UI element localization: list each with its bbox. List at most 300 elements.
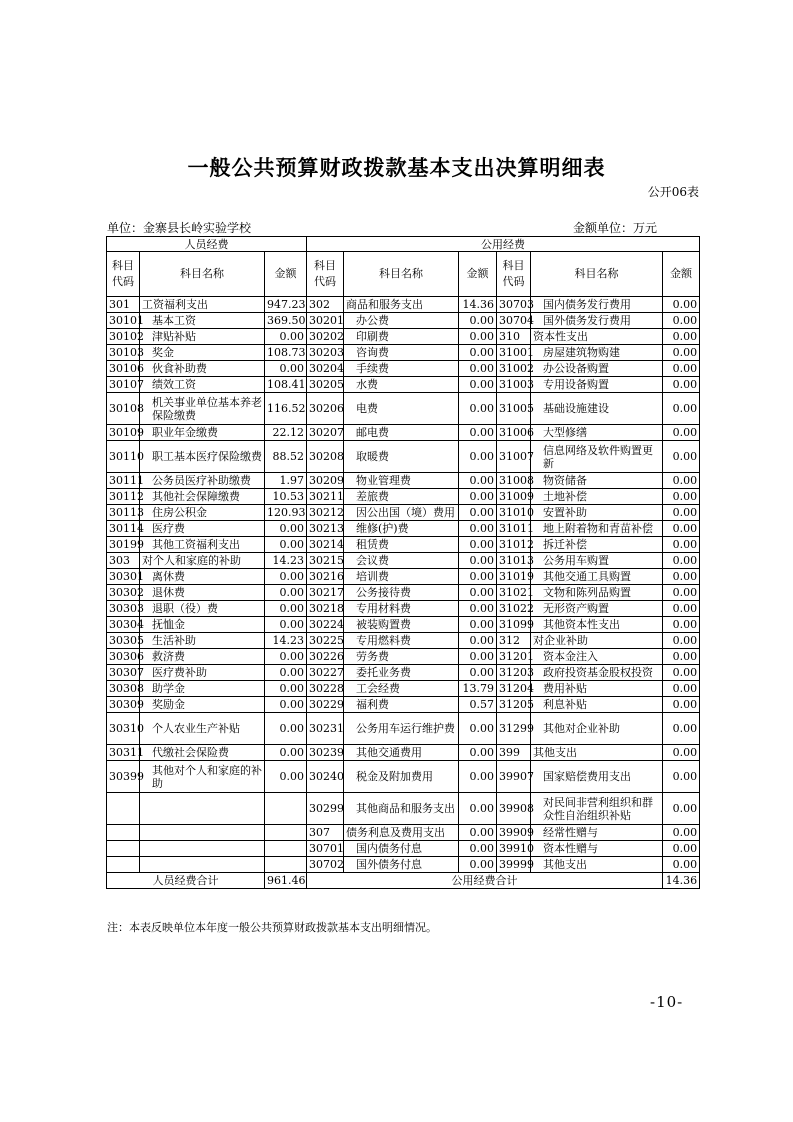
subject-code: 30229 <box>307 697 344 713</box>
table-row <box>107 489 700 505</box>
amount: 0.00 <box>663 745 700 761</box>
subject-name: 信息网络及软件购置更新 <box>531 441 663 473</box>
table-row <box>107 633 700 649</box>
amount: 0.00 <box>459 313 497 329</box>
subject-name: 基础设施建设 <box>531 393 663 425</box>
amount: 0.00 <box>265 649 307 665</box>
subject-name: 抚恤金 <box>140 617 265 633</box>
subject-name: 医疗费 <box>140 521 265 537</box>
subject-code: 31003 <box>497 377 531 393</box>
amount: 0.00 <box>265 745 307 761</box>
amount: 0.00 <box>663 841 700 857</box>
amount: 0.00 <box>459 425 497 441</box>
subject-name: 国外债务付息 <box>344 857 459 873</box>
subject-code: 31021 <box>497 585 531 601</box>
header-name: 科目名称 <box>344 252 459 297</box>
subject-name: 劳务费 <box>344 649 459 665</box>
subject-code: 30113 <box>107 505 140 521</box>
table-row <box>107 745 700 761</box>
subject-code: 39907 <box>497 761 531 793</box>
amount: 0.00 <box>265 681 307 697</box>
amount: 0.00 <box>459 841 497 857</box>
amount: 0.00 <box>265 601 307 617</box>
subject-code: 30303 <box>107 601 140 617</box>
subject-name: 专用燃料费 <box>344 633 459 649</box>
subject-name: 职工基本医疗保险缴费 <box>140 441 265 473</box>
table-row <box>107 681 700 697</box>
subject-name: 对个人和家庭的补助 <box>140 553 265 569</box>
amount: 0.00 <box>663 569 700 585</box>
amount: 14.23 <box>265 633 307 649</box>
subject-code: 31010 <box>497 505 531 521</box>
table-row <box>107 329 700 345</box>
amount: 0.00 <box>459 857 497 873</box>
header-code: 科目代码 <box>497 252 531 297</box>
subject-code: 30299 <box>307 793 344 825</box>
amount: 0.00 <box>459 793 497 825</box>
amount: 0.00 <box>663 793 700 825</box>
subject-code: 30108 <box>107 393 140 425</box>
amount: 0.00 <box>663 825 700 841</box>
subject-code: 31099 <box>497 617 531 633</box>
amount: 116.52 <box>265 393 307 425</box>
amount: 0.00 <box>663 313 700 329</box>
subject-name: 其他支出 <box>531 745 663 761</box>
amount: 0.00 <box>265 537 307 553</box>
table-row <box>107 713 700 745</box>
subject-name <box>140 841 265 857</box>
subject-code: 30211 <box>307 489 344 505</box>
amount: 0.00 <box>459 345 497 361</box>
amount: 0.00 <box>459 649 497 665</box>
table-row <box>107 761 700 793</box>
table-row <box>107 585 700 601</box>
amount: 0.00 <box>663 681 700 697</box>
public-total-value: 14.36 <box>663 873 700 889</box>
amount: 0.00 <box>459 585 497 601</box>
amount: 0.00 <box>663 297 700 313</box>
amount: 0.00 <box>663 473 700 489</box>
amount: 14.36 <box>459 297 497 313</box>
amount: 0.00 <box>459 505 497 521</box>
amount: 0.00 <box>663 345 700 361</box>
amount: 0.00 <box>663 489 700 505</box>
amount: 0.00 <box>663 521 700 537</box>
personnel-total-label: 人员经费合计 <box>107 873 265 889</box>
subject-name: 离休费 <box>140 569 265 585</box>
subject-name: 伙食补助费 <box>140 361 265 377</box>
amount: 0.00 <box>663 537 700 553</box>
amount: 1.97 <box>265 473 307 489</box>
subject-name: 印刷费 <box>344 329 459 345</box>
amount: 0.00 <box>459 537 497 553</box>
subject-name: 其他社会保障缴费 <box>140 489 265 505</box>
subject-code: 30704 <box>497 313 531 329</box>
subject-name: 专用材料费 <box>344 601 459 617</box>
table-row <box>107 345 700 361</box>
subject-name: 代缴社会保险费 <box>140 745 265 761</box>
amount: 0.00 <box>459 377 497 393</box>
subject-name: 工会经费 <box>344 681 459 697</box>
amount <box>265 841 307 857</box>
subject-code: 30702 <box>307 857 344 873</box>
subject-name: 培训费 <box>344 569 459 585</box>
amount: 0.00 <box>459 393 497 425</box>
amount: 0.00 <box>663 377 700 393</box>
subject-name: 差旅费 <box>344 489 459 505</box>
amount: 0.00 <box>265 713 307 745</box>
amount: 0.00 <box>459 761 497 793</box>
table-row <box>107 569 700 585</box>
amount: 0.00 <box>265 329 307 345</box>
subject-code: 30305 <box>107 633 140 649</box>
subject-name: 咨询费 <box>344 345 459 361</box>
amount: 0.00 <box>663 441 700 473</box>
subject-name: 其他资本性支出 <box>531 617 663 633</box>
table-row <box>107 505 700 521</box>
amount: 0.00 <box>663 617 700 633</box>
subject-code: 30227 <box>307 665 344 681</box>
subject-code <box>107 841 140 857</box>
subject-code: 30204 <box>307 361 344 377</box>
header-amount: 金额 <box>459 252 497 297</box>
amount: 0.00 <box>265 521 307 537</box>
public-total-label: 公用经费合计 <box>307 873 663 889</box>
subject-code: 30199 <box>107 537 140 553</box>
subject-name: 国内债务付息 <box>344 841 459 857</box>
header-name: 科目名称 <box>531 252 663 297</box>
amount: 0.00 <box>459 441 497 473</box>
amount: 0.00 <box>459 713 497 745</box>
subject-code: 301 <box>107 297 140 313</box>
amount: 0.00 <box>459 489 497 505</box>
subject-name: 国内债务发行费用 <box>531 297 663 313</box>
subject-name: 电费 <box>344 393 459 425</box>
subject-name: 物业管理费 <box>344 473 459 489</box>
subject-code: 30228 <box>307 681 344 697</box>
subject-name: 其他交通费用 <box>344 745 459 761</box>
subject-name: 办公设备购置 <box>531 361 663 377</box>
subject-code: 31005 <box>497 393 531 425</box>
subject-code: 30209 <box>307 473 344 489</box>
subject-code: 30307 <box>107 665 140 681</box>
subject-code: 30306 <box>107 649 140 665</box>
subject-code: 30213 <box>307 521 344 537</box>
amount: 0.00 <box>265 665 307 681</box>
subject-name: 福利费 <box>344 697 459 713</box>
subject-code: 30102 <box>107 329 140 345</box>
subject-name: 奖励金 <box>140 697 265 713</box>
subject-code: 30106 <box>107 361 140 377</box>
subject-code: 30311 <box>107 745 140 761</box>
amount: 120.93 <box>265 505 307 521</box>
amount: 947.23 <box>265 297 307 313</box>
personnel-total-value: 961.46 <box>265 873 307 889</box>
amount: 0.00 <box>663 857 700 873</box>
amount: 0.00 <box>459 617 497 633</box>
subject-code: 30240 <box>307 761 344 793</box>
subject-name: 费用补贴 <box>531 681 663 697</box>
subject-code: 31012 <box>497 537 531 553</box>
subject-code: 30701 <box>307 841 344 857</box>
amount: 108.73 <box>265 345 307 361</box>
subject-name: 地上附着物和青苗补偿 <box>531 521 663 537</box>
table-row <box>107 697 700 713</box>
subject-name: 其他对个人和家庭的补助 <box>140 761 265 793</box>
amount: 0.00 <box>459 569 497 585</box>
subject-name: 手续费 <box>344 361 459 377</box>
subject-name: 资本性支出 <box>531 329 663 345</box>
subject-name: 房屋建筑物购建 <box>531 345 663 361</box>
amount: 13.79 <box>459 681 497 697</box>
unit-label: 单位：金寨县长岭实验学校 <box>107 221 252 235</box>
subject-code: 30109 <box>107 425 140 441</box>
subject-code: 30201 <box>307 313 344 329</box>
table-row <box>107 537 700 553</box>
amount: 0.00 <box>265 697 307 713</box>
subject-name: 因公出国（境）费用 <box>344 505 459 521</box>
amount: 0.00 <box>265 569 307 585</box>
amount: 0.00 <box>459 361 497 377</box>
subject-name: 公务接待费 <box>344 585 459 601</box>
subject-name: 邮电费 <box>344 425 459 441</box>
header-code: 科目代码 <box>307 252 344 297</box>
subject-code: 30114 <box>107 521 140 537</box>
subject-code: 30112 <box>107 489 140 505</box>
amount: 0.00 <box>459 473 497 489</box>
subject-name: 土地补偿 <box>531 489 663 505</box>
subject-name: 税金及附加费用 <box>344 761 459 793</box>
amount: 0.00 <box>663 425 700 441</box>
amount: 0.00 <box>459 521 497 537</box>
amount: 369.50 <box>265 313 307 329</box>
subject-name: 退职（役）费 <box>140 601 265 617</box>
amount: 0.00 <box>663 505 700 521</box>
table-row <box>107 601 700 617</box>
section-personnel: 人员经费 <box>107 237 307 252</box>
subject-code: 31002 <box>497 361 531 377</box>
subject-code: 39909 <box>497 825 531 841</box>
subject-name: 其他交通工具购置 <box>531 569 663 585</box>
subject-name <box>140 825 265 841</box>
subject-code: 312 <box>497 633 531 649</box>
subject-name: 资本性赠与 <box>531 841 663 857</box>
amount: 10.53 <box>265 489 307 505</box>
subject-name: 工资福利支出 <box>140 297 265 313</box>
subject-name <box>140 857 265 873</box>
subject-name: 公务用车运行维护费 <box>344 713 459 745</box>
table-row <box>107 665 700 681</box>
amount: 0.00 <box>265 761 307 793</box>
table-row <box>107 617 700 633</box>
subject-code: 30226 <box>307 649 344 665</box>
subject-name: 公务用车购置 <box>531 553 663 569</box>
subject-code: 31013 <box>497 553 531 569</box>
amount: 22.12 <box>265 425 307 441</box>
amount: 0.00 <box>663 697 700 713</box>
subject-code: 39999 <box>497 857 531 873</box>
subject-name: 其他对企业补助 <box>531 713 663 745</box>
subject-code <box>107 825 140 841</box>
amount: 0.00 <box>663 713 700 745</box>
subject-code: 30208 <box>307 441 344 473</box>
table-row <box>107 297 700 313</box>
subject-name: 救济费 <box>140 649 265 665</box>
table-row <box>107 521 700 537</box>
subject-name: 公务员医疗补助缴费 <box>140 473 265 489</box>
subject-name: 个人农业生产补贴 <box>140 713 265 745</box>
subject-name: 职业年金缴费 <box>140 425 265 441</box>
subject-code: 31007 <box>497 441 531 473</box>
subject-code: 30215 <box>307 553 344 569</box>
subject-code: 30399 <box>107 761 140 793</box>
subject-code: 399 <box>497 745 531 761</box>
amount: 14.23 <box>265 553 307 569</box>
subject-name: 被装购置费 <box>344 617 459 633</box>
amount: 0.00 <box>459 633 497 649</box>
amount: 0.00 <box>459 553 497 569</box>
subject-code: 30212 <box>307 505 344 521</box>
subject-code: 30111 <box>107 473 140 489</box>
subject-code: 30107 <box>107 377 140 393</box>
header-amount: 金额 <box>663 252 700 297</box>
amount: 0.57 <box>459 697 497 713</box>
subject-code: 30214 <box>307 537 344 553</box>
subject-name: 大型修缮 <box>531 425 663 441</box>
amount: 0.00 <box>459 745 497 761</box>
amount: 0.00 <box>663 649 700 665</box>
subject-code <box>107 793 140 825</box>
subject-name: 医疗费补助 <box>140 665 265 681</box>
subject-code: 31011 <box>497 521 531 537</box>
amount: 0.00 <box>663 361 700 377</box>
subject-name: 奖金 <box>140 345 265 361</box>
subject-code: 30110 <box>107 441 140 473</box>
subject-name: 退休费 <box>140 585 265 601</box>
subject-code: 30205 <box>307 377 344 393</box>
table-row <box>107 841 700 857</box>
subject-name: 对企业补助 <box>531 633 663 649</box>
subject-name: 住房公积金 <box>140 505 265 521</box>
subject-code: 39908 <box>497 793 531 825</box>
subject-code: 30231 <box>307 713 344 745</box>
subject-name: 机关事业单位基本养老保险缴费 <box>140 393 265 425</box>
subject-name: 会议费 <box>344 553 459 569</box>
subject-code: 30101 <box>107 313 140 329</box>
subject-code: 31022 <box>497 601 531 617</box>
subject-code: 30239 <box>307 745 344 761</box>
subject-code: 30301 <box>107 569 140 585</box>
subject-name: 津贴补贴 <box>140 329 265 345</box>
table-row <box>107 393 700 425</box>
subject-name: 委托业务费 <box>344 665 459 681</box>
amount: 0.00 <box>663 633 700 649</box>
subject-name: 其他工资福利支出 <box>140 537 265 553</box>
subject-code: 30202 <box>307 329 344 345</box>
subject-name: 办公费 <box>344 313 459 329</box>
amount <box>265 825 307 841</box>
subject-name: 其他商品和服务支出 <box>344 793 459 825</box>
page-number: -10- <box>650 993 684 1011</box>
subject-name: 租赁费 <box>344 537 459 553</box>
subject-code: 307 <box>307 825 344 841</box>
subject-code: 302 <box>307 297 344 313</box>
subject-code: 303 <box>107 553 140 569</box>
subject-name: 文物和陈列品购置 <box>531 585 663 601</box>
subject-code: 30217 <box>307 585 344 601</box>
subject-code: 30302 <box>107 585 140 601</box>
subject-code: 30304 <box>107 617 140 633</box>
table-row <box>107 377 700 393</box>
subject-code: 30216 <box>307 569 344 585</box>
subject-code: 30218 <box>307 601 344 617</box>
subject-code: 30308 <box>107 681 140 697</box>
subject-code: 30207 <box>307 425 344 441</box>
subject-code: 30206 <box>307 393 344 425</box>
subject-name: 利息补贴 <box>531 697 663 713</box>
subject-code: 310 <box>497 329 531 345</box>
subject-name: 助学金 <box>140 681 265 697</box>
subject-name: 拆迁补偿 <box>531 537 663 553</box>
subject-code: 31201 <box>497 649 531 665</box>
table-row <box>107 793 700 825</box>
subject-name: 专用设备购置 <box>531 377 663 393</box>
subject-name: 资本金注入 <box>531 649 663 665</box>
subject-name: 取暖费 <box>344 441 459 473</box>
table-row <box>107 825 700 841</box>
subject-name: 维修(护)费 <box>344 521 459 537</box>
subject-code: 30309 <box>107 697 140 713</box>
expenditure-table <box>106 236 700 889</box>
subject-code: 30103 <box>107 345 140 361</box>
subject-code: 30224 <box>307 617 344 633</box>
table-row <box>107 313 700 329</box>
amount: 0.00 <box>663 601 700 617</box>
section-public: 公用经费 <box>307 237 700 252</box>
amount: 0.00 <box>663 761 700 793</box>
subject-code: 31006 <box>497 425 531 441</box>
table-row <box>107 857 700 873</box>
subject-code: 31299 <box>497 713 531 745</box>
amount: 0.00 <box>265 585 307 601</box>
subject-code: 31205 <box>497 697 531 713</box>
amount <box>265 793 307 825</box>
amount: 0.00 <box>459 825 497 841</box>
subject-name: 商品和服务支出 <box>344 297 459 313</box>
subject-name: 基本工资 <box>140 313 265 329</box>
subject-code: 31204 <box>497 681 531 697</box>
subject-name: 政府投资基金股权投资 <box>531 665 663 681</box>
subject-name: 债务利息及费用支出 <box>344 825 459 841</box>
table-row <box>107 441 700 473</box>
header-amount: 金额 <box>265 252 307 297</box>
subject-name: 生活补助 <box>140 633 265 649</box>
amount: 88.52 <box>265 441 307 473</box>
money-unit-label: 金额单位：万元 <box>573 221 658 235</box>
page-title: 一般公共预算财政拨款基本支出决算明细表 <box>187 155 606 180</box>
subject-name: 经常性赠与 <box>531 825 663 841</box>
subject-code: 30703 <box>497 297 531 313</box>
subject-name: 国外债务发行费用 <box>531 313 663 329</box>
form-number: 公开06表 <box>647 185 699 199</box>
amount: 0.00 <box>265 361 307 377</box>
table-row <box>107 425 700 441</box>
table-row <box>107 473 700 489</box>
subject-name: 物资储备 <box>531 473 663 489</box>
table-row <box>107 553 700 569</box>
subject-name: 对民间非营利组织和群众性自治组织补贴 <box>531 793 663 825</box>
amount: 0.00 <box>265 617 307 633</box>
